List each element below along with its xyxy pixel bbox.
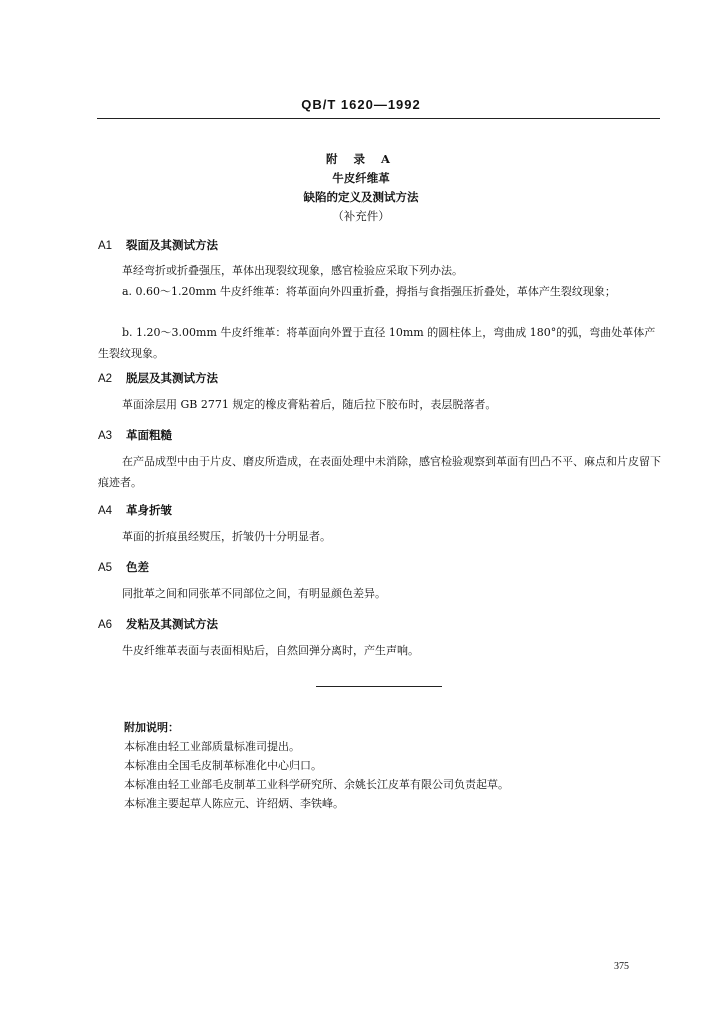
additional-note-line: 本标准由轻工业部毛皮制革工业科学研究所、余姚长江皮革有限公司负责起草。 xyxy=(124,778,509,791)
section-title: 革身折皱 xyxy=(126,503,172,517)
section-heading-a1 xyxy=(98,237,218,253)
appendix-subject: 牛皮纤维革 xyxy=(332,171,390,185)
header-divider xyxy=(97,118,660,119)
section-paragraph: 同批革之间和同张革不同部位之间，有明显颜色差异。 xyxy=(122,587,386,600)
section-heading-a2 xyxy=(98,370,218,386)
section-title: 革面粗糙 xyxy=(126,428,172,442)
page-number: 375 xyxy=(614,961,629,972)
section-number: A2 xyxy=(98,373,113,385)
section-title: 裂面及其测试方法 xyxy=(126,238,218,252)
section-title: 色差 xyxy=(126,560,149,574)
section-heading-a5 xyxy=(98,559,149,575)
appendix-title: 缺陷的定义及测试方法 xyxy=(303,190,419,204)
additional-note-line: 本标准主要起草人陈应元、许绍炳、李铁峰。 xyxy=(124,797,344,810)
appendix-note: （补充件） xyxy=(332,209,390,223)
additional-note-line: 本标准由轻工业部质量标准司提出。 xyxy=(124,740,300,753)
additional-note-line: 本标准由全国毛皮制革标准化中心归口。 xyxy=(124,759,322,772)
section-title: 发粘及其测试方法 xyxy=(126,617,218,631)
section-paragraph: 在产品成型中由于片皮、磨皮所造成，在表面处理中未消除，感官检验观察到革面有凹凸不平、麻点和片皮留下痕迹者。 xyxy=(98,455,661,489)
end-divider xyxy=(316,686,442,687)
section-number: A1 xyxy=(98,240,113,252)
section-paragraph: 革面的折痕虽经熨压，折皱仍十分明显者。 xyxy=(122,530,331,543)
additional-notes-heading: 附加说明： xyxy=(124,721,179,734)
section-paragraph: 革经弯折或折叠强压，革体出现裂纹现象，感官检验应采取下列办法。 xyxy=(122,264,463,277)
section-heading-a4 xyxy=(98,502,172,518)
section-heading-a3 xyxy=(98,427,172,443)
section-number: A4 xyxy=(98,505,113,517)
section-paragraph: a. 0.60～1.20mm 牛皮纤维革：将革面向外四重折叠，拇指与食指强压折叠处，革体产生裂纹现象； xyxy=(122,285,616,298)
section-number: A3 xyxy=(98,430,113,442)
appendix-label: 附 录 A xyxy=(326,152,396,166)
section-paragraph: 革面涂层用 GB 2771 规定的橡皮膏粘着后，随后拉下胶布时，表层脱落者。 xyxy=(122,398,497,411)
section-heading-a6 xyxy=(98,616,218,632)
section-number: A5 xyxy=(98,562,113,574)
section-title: 脱层及其测试方法 xyxy=(126,371,218,385)
standard-code: QB/T 1620—1992 xyxy=(301,97,421,112)
section-paragraph: 牛皮纤维革表面与表面相贴后，自然回弹分离时，产生声响。 xyxy=(122,644,419,657)
section-paragraph: b. 1.20～3.00mm 牛皮纤维革：将革面向外置于直径 10mm 的圆柱体上，弯曲成 180°的弧，弯曲处革体产生裂纹现象。 xyxy=(98,326,656,360)
section-number: A6 xyxy=(98,619,113,631)
